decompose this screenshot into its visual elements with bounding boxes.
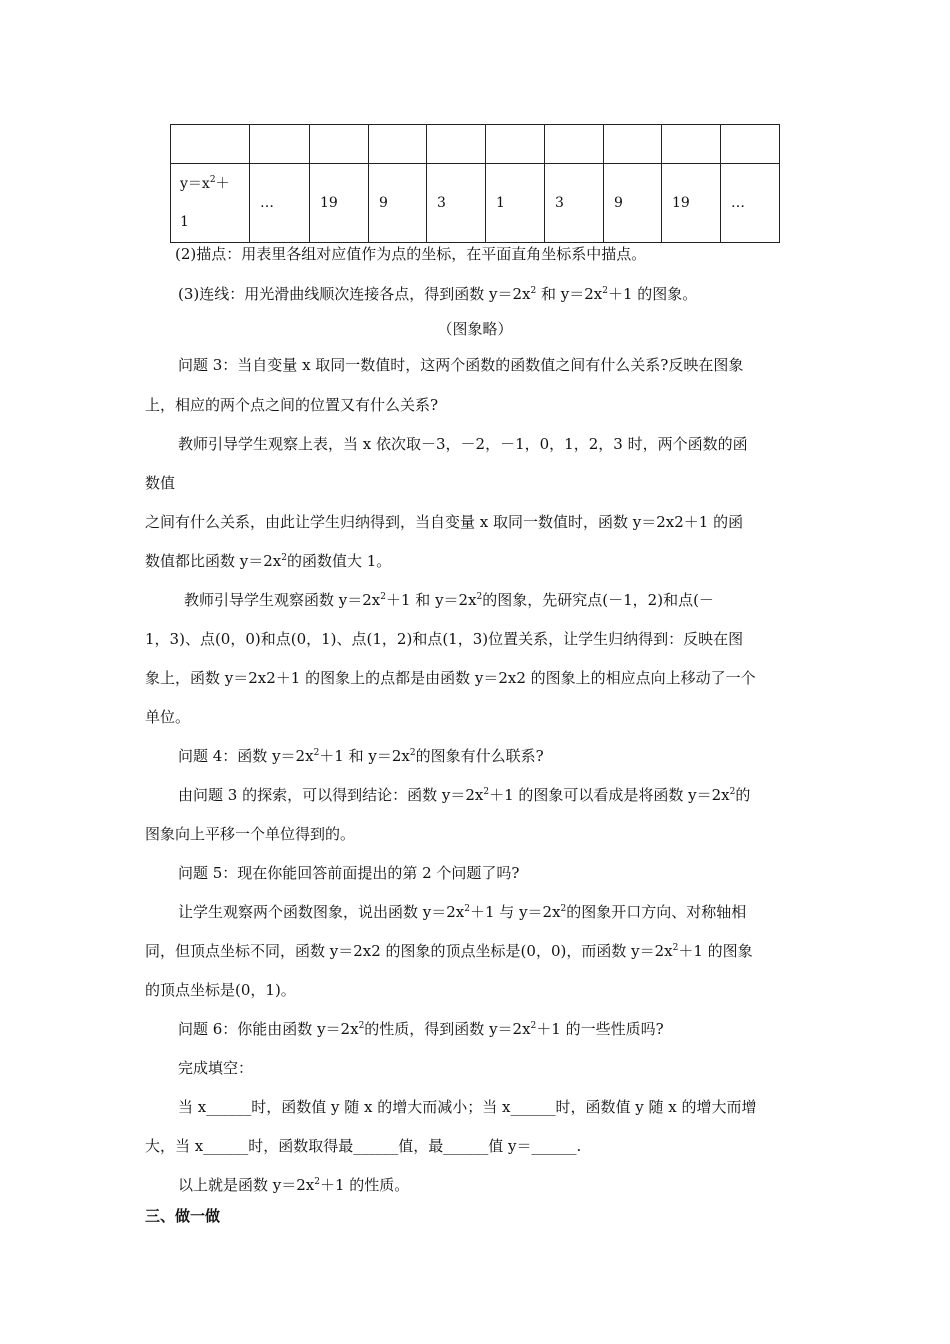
guide-line-1: 教师引导学生观察上表，当 x 依次取－3，－2，－1，0，1，2，3 时，两个函数的函 xyxy=(178,435,748,453)
exponent: 2 xyxy=(314,1177,320,1187)
text-span: ＋1 的图象可以看成是将函数 y＝2x xyxy=(489,786,730,804)
question-3-line-2: 上，相应的两个点之间的位置又有什么关系? xyxy=(145,396,439,414)
summary-line xyxy=(178,1174,409,1196)
guide-line-3: 之间有什么关系，由此让学生归纳得到，当自变量 x 取同一数值时，函数 y＝2x2＋1 的函 xyxy=(145,513,744,531)
text-span: ＋1 的图象 xyxy=(678,942,753,960)
step-2-text: (2)描点：用表里各组对应值作为点的坐标，在平面直角坐标系中描点。 xyxy=(175,245,647,263)
text-span: ＋1 与 y＝2x xyxy=(469,903,561,921)
table-cell xyxy=(545,125,604,164)
question-6-line-1 xyxy=(178,1018,664,1040)
answer-5-line-2 xyxy=(145,940,753,962)
text-span: 同，但顶点坐标不同，函数 y＝2x2 的图象的顶点坐标是(0，0)，而函数 y＝2x xyxy=(145,942,673,960)
table-cell xyxy=(486,125,545,164)
table-cell: 19 xyxy=(310,164,369,243)
text-span: 让学生观察两个函数图象，说出函数 y＝2x xyxy=(178,903,465,921)
table-cell: 3 xyxy=(545,164,604,243)
fill-in-line-1: 当 x______时，函数值 y 随 x 的增大而减小；当 x______时，函数值 y 随 x 的增大而增 xyxy=(178,1098,757,1116)
exponent: 2 xyxy=(313,748,320,758)
table-cell xyxy=(250,125,310,164)
table-row xyxy=(171,164,780,243)
table-cell xyxy=(427,125,486,164)
exponent: 2 xyxy=(530,286,537,296)
guide-line-4 xyxy=(145,550,391,572)
table-cell: 1 xyxy=(486,164,545,243)
table-header-row xyxy=(171,125,780,164)
exponent: 2 xyxy=(380,592,386,602)
text-span: 的图象开口方向、对称轴相 xyxy=(566,903,747,921)
text-span: 的函数值大 1。 xyxy=(286,552,392,570)
text-span: 问题 4：函数 y＝2x xyxy=(178,747,314,765)
table-cell: 3 xyxy=(427,164,486,243)
fill-in-title: 完成填空： xyxy=(178,1059,254,1077)
exponent: 2 xyxy=(560,904,567,914)
text-span: 由问题 3 的探索，可以得到结论：函数 y＝2x xyxy=(178,786,484,804)
text-span: ＋1 和 y＝2x xyxy=(319,747,410,765)
exponent: 2 xyxy=(281,553,287,563)
observation-line-1 xyxy=(184,589,714,611)
table-cell: … xyxy=(250,164,310,243)
text-span: 以上就是函数 y＝2x xyxy=(178,1176,315,1194)
table-cell: 9 xyxy=(604,164,662,243)
section-heading: 三、做一做 xyxy=(145,1207,221,1225)
figure-note: （图象略） xyxy=(437,320,513,338)
question-5-line-1: 问题 5：现在你能回答前面提出的第 2 个问题了吗? xyxy=(178,864,520,882)
text-span: 的图象，先研究点(－1，2)和点(－ xyxy=(482,591,714,609)
exponent: 2 xyxy=(672,943,679,953)
answer-4-line-1 xyxy=(178,784,750,806)
text-span: 教师引导学生观察函数 y＝2x xyxy=(184,591,381,609)
exponent: 2 xyxy=(409,748,416,758)
row-label-cell xyxy=(171,164,250,243)
exponent: 2 xyxy=(729,787,736,797)
row-label-text: 1 xyxy=(180,214,189,230)
row-label-text: ＋ xyxy=(215,176,230,192)
text-span: 和 y＝2x xyxy=(541,285,603,303)
text-span: 的性质，得到函数 y＝2x xyxy=(364,1020,531,1038)
text-span: 的图象有什么联系? xyxy=(415,747,544,765)
exponent: 2 xyxy=(476,592,483,602)
answer-4-line-2: 图象向上平移一个单位得到的。 xyxy=(145,825,356,843)
table-cell: … xyxy=(721,164,780,243)
answer-5-line-3: 的顶点坐标是(0，1)。 xyxy=(145,981,296,999)
table-cell xyxy=(721,125,780,164)
exponent: 2 xyxy=(530,1021,537,1031)
table-cell xyxy=(310,125,369,164)
step-3-text xyxy=(178,283,697,305)
fill-in-line-2: 大，当 x______时，函数取得最______值，最______值 y＝______. xyxy=(145,1137,582,1155)
observation-line-3: 象上，函数 y＝2x2＋1 的图象上的点都是由函数 y＝2x2 的图象上的相应点向上移动了一个 xyxy=(145,669,756,687)
table-cell xyxy=(662,125,721,164)
table-cell xyxy=(369,125,427,164)
table-cell: 19 xyxy=(662,164,721,243)
text-span: ＋1 和 y＝2x xyxy=(385,591,477,609)
exponent: 2 xyxy=(464,904,470,914)
table-cell: 9 xyxy=(369,164,427,243)
row-label-text: y＝x xyxy=(180,176,210,192)
text-span: ＋1 的图象。 xyxy=(608,285,698,303)
text-span: ＋1 的性质。 xyxy=(319,1176,410,1194)
question-4-line-1 xyxy=(178,745,544,767)
exponent: 2 xyxy=(209,175,216,185)
guide-line-2: 数值 xyxy=(145,474,176,492)
answer-5-line-1 xyxy=(178,901,746,923)
text-span: 数值都比函数 y＝2x xyxy=(145,552,282,570)
text-span: ＋1 的一些性质吗? xyxy=(536,1020,664,1038)
text-span: 的 xyxy=(735,786,751,804)
table-cell xyxy=(604,125,662,164)
values-table xyxy=(170,124,780,243)
text-span: 问题 6：你能由函数 y＝2x xyxy=(178,1020,359,1038)
observation-line-4: 单位。 xyxy=(145,708,191,726)
text-span: (3)连线：用光滑曲线顺次连接各点，得到函数 y＝2x xyxy=(178,285,531,303)
exponent: 2 xyxy=(483,787,490,797)
exponent: 2 xyxy=(358,1021,365,1031)
question-3-line-1: 问题 3：当自变量 x 取同一数值时，这两个函数的函数值之间有什么关系?反映在图象 xyxy=(178,356,744,374)
exponent: 2 xyxy=(602,286,608,296)
observation-line-2: 1，3)、点(0，0)和点(0，1)、点(1，2)和点(1，3)位置关系，让学生归纳得到：反映在图 xyxy=(145,630,744,648)
table-cell xyxy=(171,125,250,164)
